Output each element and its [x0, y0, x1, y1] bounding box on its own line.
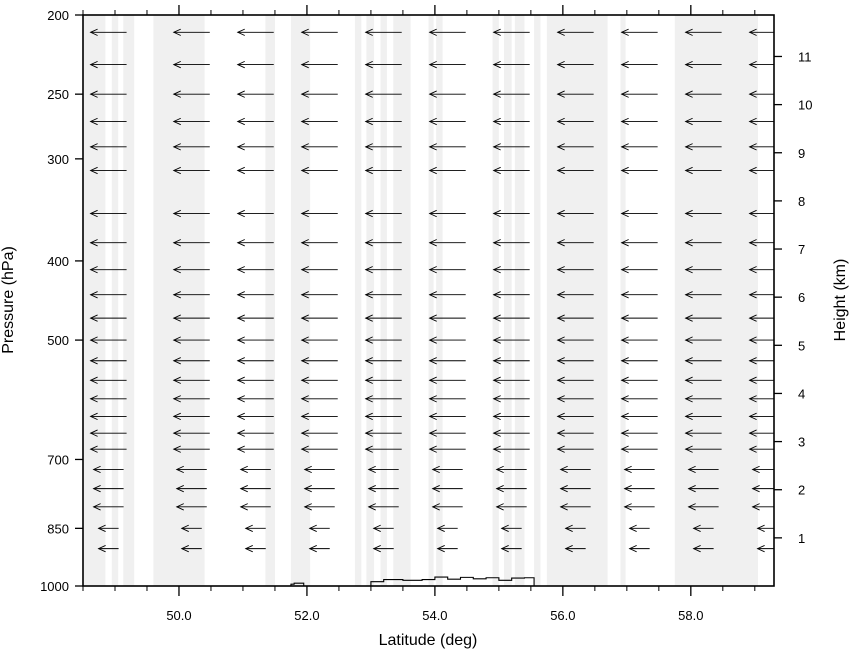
x-tick-label: 50.0 — [166, 608, 192, 623]
y-tick-label: 1000 — [40, 579, 69, 594]
y-tick-label: 850 — [47, 521, 69, 537]
wind-vector — [430, 396, 466, 402]
shaded-band — [291, 15, 310, 586]
wind-vector — [750, 61, 786, 67]
wind-vector — [91, 413, 127, 419]
wind-vector — [302, 446, 338, 452]
wind-vector — [91, 240, 127, 246]
wind-vector — [622, 292, 658, 298]
wind-vector — [433, 485, 463, 491]
wind-vector — [305, 504, 335, 510]
y-tick-label: 400 — [47, 253, 69, 269]
wind-vector — [630, 545, 650, 551]
x-tick-label: 54.0 — [422, 608, 448, 623]
shaded-band — [153, 15, 204, 586]
wind-vector — [91, 292, 127, 298]
wind-vector — [625, 485, 655, 491]
y2-tick-label: 7 — [798, 242, 806, 258]
wind-vector — [750, 446, 786, 452]
wind-vector — [622, 337, 658, 343]
y2-tick-label: 2 — [798, 482, 806, 498]
shaded-band — [436, 15, 442, 586]
wind-vector — [750, 413, 786, 419]
wind-vector — [246, 525, 266, 531]
wind-vector — [430, 144, 466, 150]
wind-vector — [310, 545, 330, 551]
wind-vector — [622, 430, 658, 436]
wind-vector — [622, 396, 658, 402]
wind-vector — [430, 413, 466, 419]
wind-vector — [91, 29, 127, 35]
shaded-band — [620, 15, 625, 586]
wind-vector — [622, 118, 658, 124]
y-tick-label: 300 — [47, 151, 69, 167]
y2-tick-label: 8 — [798, 193, 806, 209]
wind-vector — [302, 118, 338, 124]
y2-tick-label: 6 — [798, 290, 806, 306]
wind-vector — [750, 210, 786, 216]
wind-vector — [310, 525, 330, 531]
wind-vector — [622, 240, 658, 246]
wind-vector — [622, 167, 658, 173]
shaded-band — [355, 15, 361, 586]
wind-vector — [622, 91, 658, 97]
wind-vector — [430, 337, 466, 343]
wind-vector — [94, 485, 124, 491]
wind-vector — [302, 240, 338, 246]
shaded-band — [393, 15, 410, 586]
shaded-bands — [83, 15, 758, 586]
wind-vector — [91, 337, 127, 343]
wind-vector — [622, 210, 658, 216]
wind-vector — [750, 358, 786, 364]
wind-vector — [430, 91, 466, 97]
shaded-band — [366, 15, 374, 586]
wind-vector — [91, 118, 127, 124]
shaded-band — [83, 15, 105, 586]
wind-vector — [302, 91, 338, 97]
wind-vector — [750, 337, 786, 343]
y2-tick-label: 1 — [798, 530, 806, 546]
wind-vector — [91, 358, 127, 364]
wind-vector — [302, 413, 338, 419]
wind-vector — [750, 240, 786, 246]
wind-vector — [430, 61, 466, 67]
wind-vector — [750, 144, 786, 150]
wind-vector — [430, 377, 466, 383]
y-tick-label: 200 — [47, 8, 69, 23]
wind-vector — [622, 377, 658, 383]
shaded-band — [112, 15, 118, 586]
wind-vector — [430, 240, 466, 246]
wind-vector — [430, 29, 466, 35]
wind-vector — [305, 466, 335, 472]
shaded-band — [123, 15, 134, 586]
wind-vector — [433, 466, 463, 472]
y2-axis-label: Height (km) — [832, 258, 849, 342]
wind-vector — [622, 315, 658, 321]
wind-vector — [302, 29, 338, 35]
wind-vector — [753, 504, 783, 510]
wind-vector — [91, 377, 127, 383]
wind-vector — [430, 167, 466, 173]
shaded-band — [547, 15, 608, 586]
y-tick-label: 700 — [47, 452, 69, 468]
wind-vector — [302, 167, 338, 173]
wind-vector — [622, 266, 658, 272]
wind-vector — [91, 61, 127, 67]
wind-vector — [302, 315, 338, 321]
wind-vector — [625, 504, 655, 510]
wind-vector — [91, 144, 127, 150]
wind-vector — [430, 118, 466, 124]
wind-vector — [430, 358, 466, 364]
wind-vector — [622, 413, 658, 419]
wind-vector — [302, 337, 338, 343]
shaded-band — [675, 15, 758, 586]
wind-vector — [753, 485, 783, 491]
wind-vector — [91, 430, 127, 436]
shaded-band — [492, 15, 498, 586]
x-tick-label: 56.0 — [550, 608, 576, 623]
wind-vector — [91, 446, 127, 452]
wind-vector — [750, 315, 786, 321]
y-tick-label: 500 — [47, 333, 69, 349]
y-tick-label: 250 — [47, 87, 69, 103]
wind-vector — [430, 315, 466, 321]
wind-vector — [750, 266, 786, 272]
shaded-band — [429, 15, 434, 586]
wind-vector — [430, 446, 466, 452]
wind-vector — [630, 525, 650, 531]
wind-vector — [622, 358, 658, 364]
wind-vector — [302, 396, 338, 402]
wind-vector — [91, 167, 127, 173]
y2-tick-label: 10 — [798, 97, 813, 113]
y2-tick-label: 3 — [798, 434, 806, 450]
wind-vector — [750, 430, 786, 436]
wind-vector — [94, 504, 124, 510]
wind-vector — [622, 29, 658, 35]
wind-vector — [750, 377, 786, 383]
y2-tick-label: 11 — [798, 49, 812, 65]
x-tick-label: 52.0 — [294, 608, 320, 623]
y2-tick-label: 5 — [798, 338, 806, 354]
wind-vector — [750, 91, 786, 97]
wind-vector — [753, 466, 783, 472]
wind-vector — [302, 430, 338, 436]
wind-vector — [302, 358, 338, 364]
x-tick-label: 58.0 — [678, 608, 704, 623]
wind-vector — [302, 292, 338, 298]
shaded-band — [534, 15, 540, 586]
wind-vector — [302, 144, 338, 150]
wind-vector — [750, 167, 786, 173]
wind-vector — [302, 61, 338, 67]
wind-vector — [246, 545, 266, 551]
wind-vector — [91, 315, 127, 321]
wind-vector — [91, 91, 127, 97]
wind-vector — [622, 144, 658, 150]
wind-vector — [433, 504, 463, 510]
wind-vector — [750, 396, 786, 402]
wind-vector — [625, 466, 655, 472]
wind-vector — [302, 377, 338, 383]
wind-vector — [91, 396, 127, 402]
wind-vector — [91, 266, 127, 272]
y2-tick-label: 9 — [798, 145, 806, 161]
wind-vector — [94, 466, 124, 472]
wind-vector — [430, 430, 466, 436]
wind-vector — [302, 266, 338, 272]
wind-vector — [622, 446, 658, 452]
wind-vector — [750, 29, 786, 35]
wind-vector — [622, 61, 658, 67]
wind-vector — [750, 118, 786, 124]
wind-vector — [430, 292, 466, 298]
shaded-band — [515, 15, 525, 586]
wind-vector — [305, 485, 335, 491]
wind-vector — [91, 210, 127, 216]
x-axis-label: Latitude (deg) — [378, 632, 478, 649]
wind-vector — [430, 266, 466, 272]
shaded-band — [265, 15, 275, 586]
shaded-band — [504, 15, 512, 586]
wind-vector — [302, 210, 338, 216]
y2-tick-label: 4 — [798, 386, 806, 402]
wind-vector — [430, 210, 466, 216]
shaded-band — [381, 15, 387, 586]
y-axis-label: Pressure (hPa) — [0, 246, 17, 354]
